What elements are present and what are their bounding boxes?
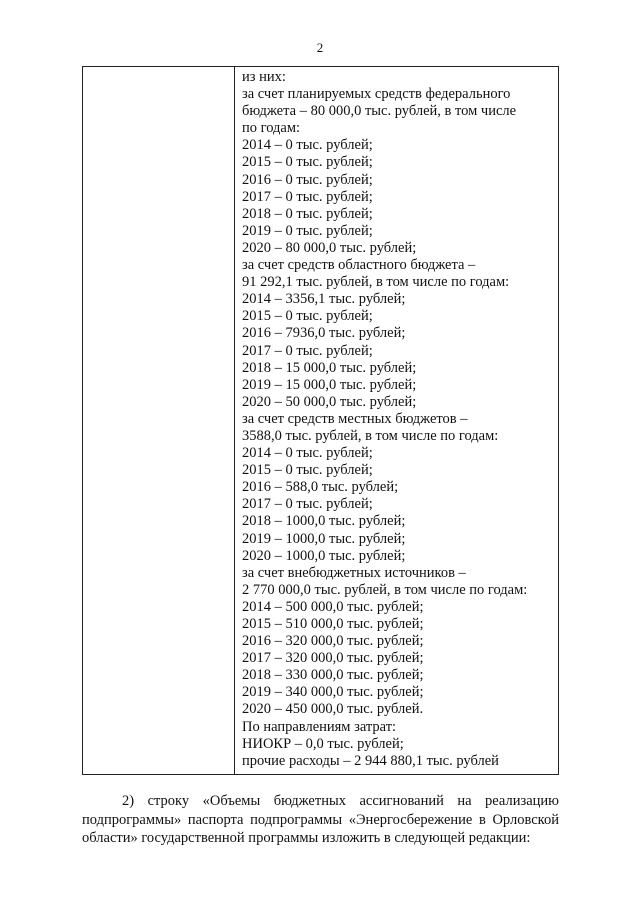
funding-line: 2 770 000,0 тыс. рублей, в том числе по годам: xyxy=(242,581,528,598)
funding-line: 2017 – 320 000,0 тыс. рублей; xyxy=(242,650,424,667)
funding-line: из них: xyxy=(242,69,286,85)
budget-table xyxy=(82,66,559,775)
funding-line: 2015 – 0 тыс. рублей; xyxy=(242,308,373,325)
amendment-paragraph xyxy=(82,792,559,848)
funding-line: 2017 – 0 тыс. рублей; xyxy=(242,188,373,205)
funding-line: 2019 – 15 000,0 тыс. рублей; xyxy=(242,376,417,393)
funding-line: 2014 – 0 тыс. рублей; xyxy=(242,445,373,462)
funding-line: 2016 – 320 000,0 тыс. рублей; xyxy=(242,633,424,650)
funding-line: по годам: xyxy=(242,120,301,137)
funding-line: 2018 – 0 тыс. рублей; xyxy=(242,205,373,222)
funding-details-cell xyxy=(242,69,556,770)
funding-line: 2020 – 1000,0 тыс. рублей; xyxy=(242,547,406,564)
funding-line: за счет средств областного бюджета – xyxy=(242,257,476,274)
funding-line: 2015 – 0 тыс. рублей; xyxy=(242,154,373,171)
paragraph-line: подпрограммы» паспорта подпрограммы «Энергосбережение в Орловской xyxy=(82,811,559,828)
funding-line: 2019 – 1000,0 тыс. рублей; xyxy=(242,530,406,547)
funding-line: 2019 – 340 000,0 тыс. рублей; xyxy=(242,684,424,701)
funding-line: 2019 – 0 тыс. рублей; xyxy=(242,222,373,239)
funding-line: 2016 – 588,0 тыс. рублей; xyxy=(242,479,399,496)
funding-line: 2014 – 0 тыс. рублей; xyxy=(242,137,373,154)
funding-line: 91 292,1 тыс. рублей, в том числе по годам: xyxy=(242,274,510,291)
paragraph-line: 2) строку «Объемы бюджетных ассигнований на реализацию xyxy=(122,793,559,809)
funding-line: 2018 – 15 000,0 тыс. рублей; xyxy=(242,359,417,376)
funding-line: 2017 – 0 тыс. рублей; xyxy=(242,342,373,359)
funding-line: 2018 – 1000,0 тыс. рублей; xyxy=(242,513,406,530)
funding-line: 2016 – 0 тыс. рублей; xyxy=(242,171,373,188)
page-number: 2 xyxy=(316,40,324,55)
funding-line: 3588,0 тыс. рублей, в том числе по годам: xyxy=(242,427,499,444)
funding-line: 2014 – 500 000,0 тыс. рублей; xyxy=(242,598,424,615)
funding-line: за счет внебюджетных источников – xyxy=(242,564,466,581)
funding-line: 2020 – 450 000,0 тыс. рублей. xyxy=(242,701,424,718)
funding-line: за счет средств местных бюджетов – xyxy=(242,410,468,427)
funding-line: НИОКР – 0,0 тыс. рублей; xyxy=(242,735,404,752)
funding-line: бюджета – 80 000,0 тыс. рублей, в том числе xyxy=(242,103,517,120)
funding-line: 2015 – 0 тыс. рублей; xyxy=(242,462,373,479)
funding-line: 2014 – 3356,1 тыс. рублей; xyxy=(242,291,406,308)
funding-line: прочие расходы – 2 944 880,1 тыс. рублей xyxy=(242,752,499,769)
funding-line: 2018 – 330 000,0 тыс. рублей; xyxy=(242,667,424,684)
funding-line: за счет планируемых средств федерального xyxy=(242,86,511,103)
funding-line: 2017 – 0 тыс. рублей; xyxy=(242,496,373,513)
funding-line: 2015 – 510 000,0 тыс. рублей; xyxy=(242,616,424,632)
funding-line: 2020 – 50 000,0 тыс. рублей; xyxy=(242,393,417,410)
funding-line: По направлениям затрат: xyxy=(242,718,397,735)
funding-line: 2020 – 80 000,0 тыс. рублей; xyxy=(242,239,417,256)
column-divider xyxy=(234,67,235,774)
funding-line: 2016 – 7936,0 тыс. рублей; xyxy=(242,325,406,342)
paragraph-line: области» государственной программы изложить в следующей редакции: xyxy=(82,830,531,846)
